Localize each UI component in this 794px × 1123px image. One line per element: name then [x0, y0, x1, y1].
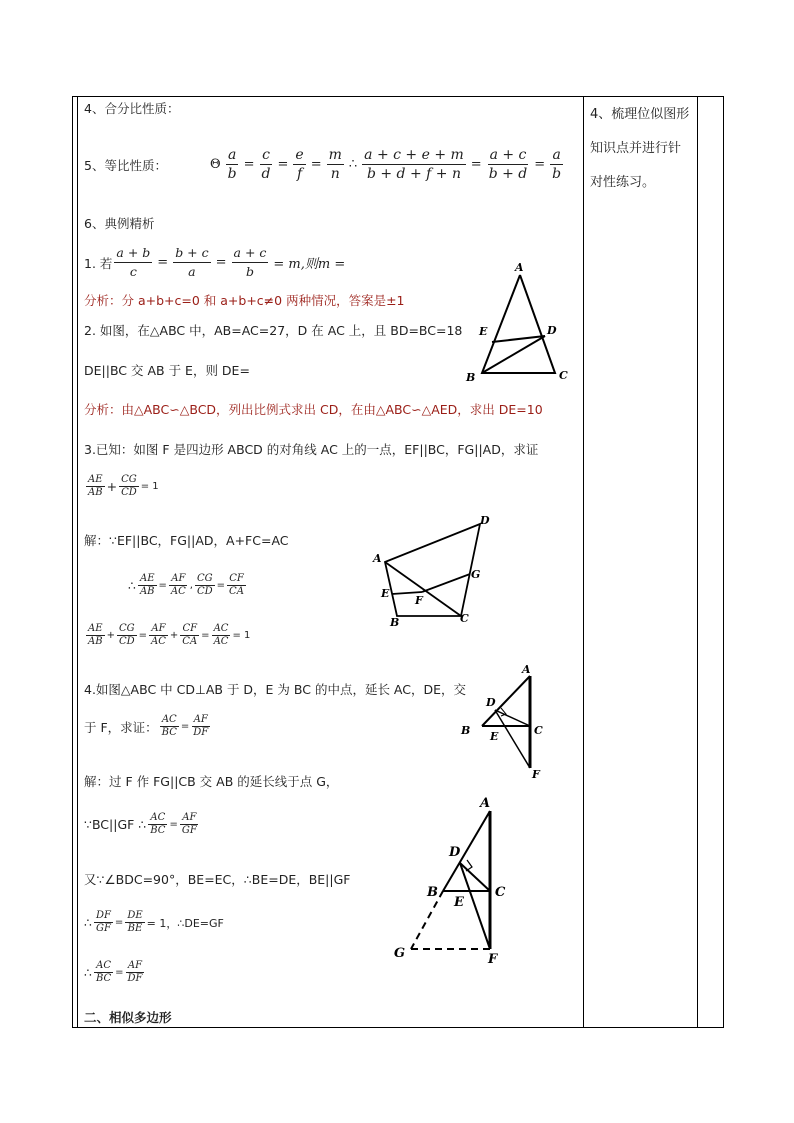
- example-4-sol2-prefix: ∵BC||GF ∴: [84, 817, 147, 832]
- therefore-symbol-5: ∴: [84, 965, 92, 980]
- fraction-bc-a: $\frac{b + c}{a}$: [175, 245, 209, 279]
- side-note-line-2: 知识点并进行针: [590, 141, 682, 156]
- fig4-label-b: B: [427, 885, 438, 900]
- table-top-border: [72, 96, 724, 97]
- fraction-cf-ca: $\frac{CF}{CA}$: [229, 573, 244, 597]
- fig4-label-a: A: [480, 796, 491, 811]
- fraction-af-ac-3: $\frac{AF}{AC}$: [151, 623, 166, 647]
- fraction-ae-ab-3: $\frac{AE}{AB}$: [88, 623, 103, 647]
- example-4-solution-4: ∴ $\frac{DF}{GF}$ = $\frac{DE}{BE}$ = 1，∴DE=GF: [84, 910, 224, 934]
- section-4-title: 4、合分比性质：: [84, 101, 180, 116]
- therefore-symbol-2: ∴: [128, 578, 136, 593]
- fig2-label-a: A: [373, 552, 382, 565]
- fraction-cg-cd: $\frac{CG}{CD}$: [121, 474, 137, 498]
- example-4-sol4-suffix: = 1，∴DE=GF: [146, 916, 224, 930]
- fraction-a-b: $\frac{a}{b}$: [227, 147, 237, 182]
- table-right-border: [723, 96, 724, 1028]
- fraction-af-df-5: $\frac{AF}{DF}$: [127, 960, 143, 984]
- fig2-label-e: E: [381, 587, 390, 600]
- side-note: [590, 98, 700, 200]
- table-bottom-border: [72, 1027, 724, 1028]
- fraction-af-gf: $\frac{AF}{GF}$: [181, 812, 197, 836]
- fig2-label-c: C: [460, 612, 469, 625]
- example-4-prefix: 于 F，求证：: [84, 719, 158, 735]
- plus-sign: +: [106, 479, 118, 494]
- table-column-divider: [583, 96, 584, 1028]
- fig2-label-f: F: [415, 594, 423, 607]
- side-note-line-3: 对性练习。: [590, 175, 656, 190]
- example-4-solution-1: 解：过 F 作 FG||CB 交 AB 的延长线于点 G，: [84, 774, 339, 789]
- table-left-border: [72, 96, 73, 1028]
- therefore-symbol-4: ∴: [84, 915, 92, 930]
- fraction-m-n: $\frac{m}{n}$: [328, 147, 342, 182]
- example-3-solution-3: $\frac{AE}{AB}$ + $\frac{CG}{CD}$ = $\frac{AF}{AC}$ + $\frac{CF}{CA}$ = $\frac{AC}{AC}$ = 1: [88, 623, 251, 647]
- fraction-a-b-result: $\frac{a}{b}$: [552, 147, 562, 182]
- example-1-prefix: 1. 若: [84, 255, 113, 271]
- example-1-suffix: = m,则m =: [273, 257, 346, 272]
- fraction-df-gf: $\frac{DF}{GF}$: [95, 910, 111, 934]
- table-inner-left-border: [77, 96, 78, 1028]
- example-1-analysis: 分析：分 a+b+c=0 和 a+b+c≠0 两种情况，答案是±1: [84, 293, 405, 308]
- because-symbol: Θ: [209, 157, 221, 172]
- side-note-line-1: 4、梳理位似图形: [590, 107, 690, 122]
- example-2-line-1: 2. 如图，在△ABC 中，AB=AC=27，D 在 AC 上，且 BD=BC=18: [84, 323, 463, 338]
- fraction-cf-ca-3: $\frac{CF}{CA}$: [182, 623, 198, 647]
- figure-3-right-triangle: [455, 660, 555, 780]
- fig1-label-c: C: [559, 369, 568, 382]
- fraction-af-ac: $\frac{AF}{AC}$: [170, 573, 186, 597]
- example-4-solution-3: 又∵∠BDC=90°，BE=EC，∴BE=DE，BE||GF: [84, 872, 351, 887]
- fig2-label-g: G: [471, 568, 481, 581]
- example-4-line-2: 于 F，求证： $\frac{AC}{BC}$ = $\frac{AF}{DF}$: [84, 714, 209, 738]
- fig4-label-d: D: [449, 845, 461, 860]
- example-4-line-1: 4.如图△ABC 中 CD⊥AB 于 D，E 为 BC 的中点，延长 AC，DE，交: [84, 682, 467, 697]
- fraction-cg-cd-2: $\frac{CG}{CD}$: [196, 573, 213, 597]
- fig1-label-b: B: [466, 371, 476, 384]
- fig3-label-d: D: [486, 696, 496, 709]
- fig2-label-d: D: [480, 514, 490, 527]
- example-3-line-1: 3.已知：如图 F 是四边形 ABCD 的对角线 AC 上的一点，EF||BC，FG||AD，求证: [84, 442, 539, 457]
- fig3-label-f: F: [532, 768, 540, 780]
- equals-one: = 1: [140, 481, 159, 492]
- example-2-analysis: 分析：由△ABC∽△BCD，列出比例式求出 CD，在由△ABC∽△AED，求出 DE=10: [84, 402, 543, 417]
- fraction-cg-cd-3: $\frac{CG}{CD}$: [118, 623, 135, 647]
- fraction-ac-bc: $\frac{AC}{BC}$: [161, 714, 177, 738]
- fig1-label-a: A: [515, 261, 524, 274]
- fig2-label-b: B: [390, 616, 400, 629]
- section-5-row: 5、等比性质： Θ $\frac{a}{b}$ = $\frac{c}{d}$ = $\frac{e}{f}$ = $\frac{m}{n}$ ∴ $\frac{a + c + e + m}{b + d + f + n}$ = $\frac{a + c}{b + d}$ = $\frac{a}{b}$: [84, 147, 562, 182]
- fraction-c-d: $\frac{c}{d}$: [261, 147, 271, 182]
- fig3-label-c: C: [534, 724, 543, 737]
- fraction-ac-bd: $\frac{a + c}{b + d}$: [488, 147, 528, 182]
- example-3-solution-1: 解：∵EF||BC，FG||AD，A+FC=AC: [84, 533, 289, 548]
- fig1-label-e: E: [479, 325, 488, 338]
- fraction-ae-ab: $\frac{AE}{AB}$: [88, 474, 103, 498]
- fraction-e-f: $\frac{e}{f}$: [295, 147, 304, 182]
- fraction-ac-ac: $\frac{AC}{AC}$: [213, 623, 229, 647]
- example-4-solution-5: ∴ $\frac{AC}{BC}$ = $\frac{AF}{DF}$: [84, 960, 143, 984]
- section-5-label: 5、等比性质：: [84, 157, 167, 173]
- figure-4-extended-triangle: [385, 793, 515, 968]
- fig3-label-e: E: [490, 730, 499, 743]
- fig4-label-c: C: [495, 885, 506, 900]
- fig4-label-e: E: [454, 895, 464, 910]
- fig3-label-a: A: [522, 663, 531, 676]
- fraction-ab-c: $\frac{a + b}{c}$: [116, 245, 151, 279]
- fig4-label-f: F: [488, 952, 498, 967]
- example-3-goal: [84, 474, 159, 499]
- example-4-solution-2: ∵BC||GF ∴ $\frac{AC}{BC}$ = $\frac{AF}{GF}$: [84, 812, 197, 836]
- fraction-ac-bc-2: $\frac{AC}{BC}$: [150, 812, 166, 836]
- fig1-label-d: D: [547, 324, 557, 337]
- example-1-row: 1. 若 $\frac{a + b}{c}$ = $\frac{b + c}{a}$ = $\frac{a + c}{b}$ = m,则m =: [84, 245, 346, 279]
- fig4-label-g: G: [394, 946, 406, 961]
- fig3-label-b: B: [461, 724, 471, 737]
- example-2-line-2: DE||BC 交 AB 于 E，则 DE=: [84, 363, 250, 378]
- figure-2-quadrilateral: [365, 510, 515, 630]
- fraction-af-df: $\frac{AF}{DF}$: [193, 714, 209, 738]
- section-2-title: 二、相似多边形: [84, 1010, 172, 1025]
- table-column-divider-2: [697, 96, 698, 1028]
- section-6-title: 6、典例精析: [84, 216, 155, 231]
- fraction-ac-bc-5: $\frac{AC}{BC}$: [95, 960, 112, 984]
- fraction-ac-b: $\frac{a + c}{b}$: [233, 245, 267, 279]
- fraction-de-be: $\frac{DE}{BE}$: [127, 910, 143, 934]
- fraction-sum: $\frac{a + c + e + m}{b + d + f + n}$: [364, 147, 464, 182]
- example-3-solution-2: ∴ $\frac{AE}{AB}$ = $\frac{AF}{AC}$ , $\frac{CG}{CD}$ = $\frac{CF}{CA}$: [128, 573, 244, 597]
- figure-1-triangle: [455, 255, 580, 385]
- fraction-ae-ab-2: $\frac{AE}{AB}$: [139, 573, 155, 597]
- therefore-symbol: ∴: [348, 157, 358, 172]
